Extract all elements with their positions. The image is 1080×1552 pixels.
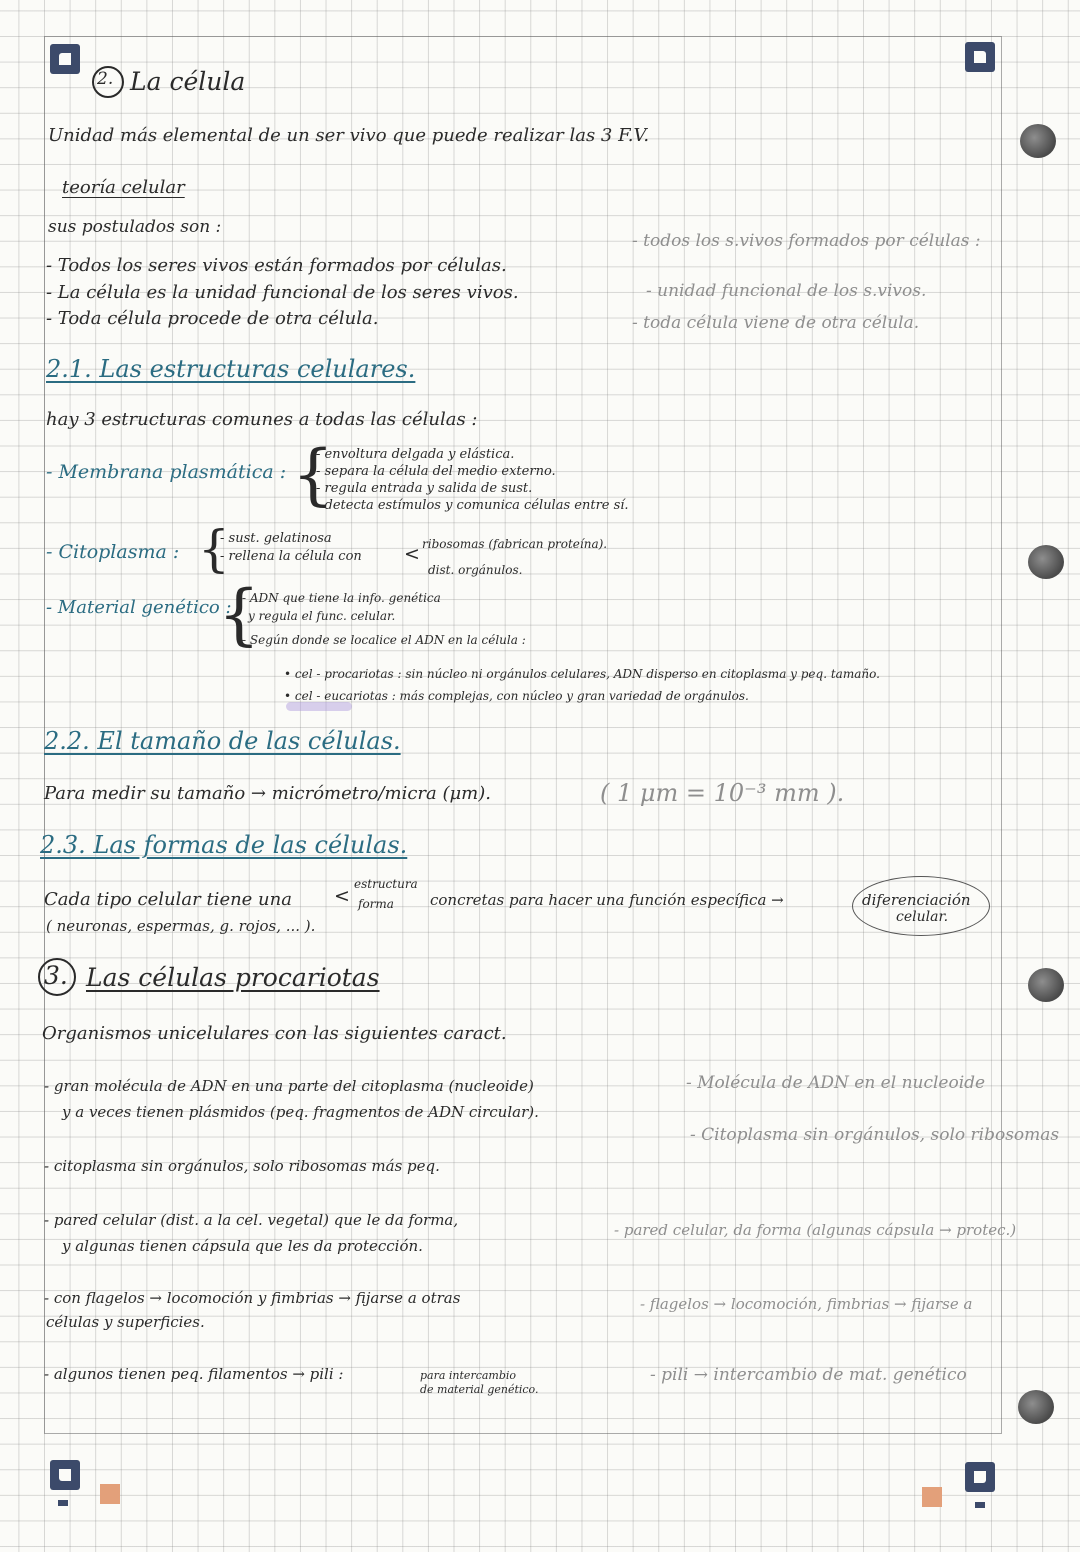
prok-item-5: - algunos tienen peq. filamentos → pili :: [44, 1365, 344, 1383]
shapes-text-a: Cada tipo celular tiene una: [44, 889, 292, 910]
prokaryote-intro: Organismos unicelulares con las siguientes caract.: [42, 1023, 507, 1044]
membrane-item-2: - separa la célula del medio externo.: [316, 464, 556, 479]
heading-2-3: 2.3. Las formas de las células.: [40, 831, 408, 859]
cytoplasm-item-2: - rellena la célula con: [220, 549, 362, 564]
label-membrane: - Membrana plasmática :: [46, 461, 287, 483]
brace-structure: estructura: [354, 877, 418, 891]
brace-genetic: {: [218, 576, 260, 653]
shapes-text-b: concretas para hacer una función específica →: [430, 891, 784, 909]
orange-tab-left: [100, 1484, 120, 1504]
cytoplasm-sub-2: dist. orgánulos.: [428, 563, 523, 577]
binder-hole-3: [1028, 968, 1064, 1002]
orange-tab-right: [922, 1487, 942, 1507]
less-than-bracket: <: [404, 543, 420, 565]
binder-hole-1: [1020, 124, 1056, 158]
section-3-title: Las células procariotas: [86, 963, 380, 992]
differentiation-line-2: celular.: [896, 909, 949, 925]
genetic-item-1: - ADN que tiene la info. genética: [242, 591, 441, 605]
prok-item-1a: - gran molécula de ADN en una parte del citoplasma (nucleoide): [44, 1077, 534, 1095]
margin-note-1: - todos los s.vivos formados por células :: [632, 231, 981, 251]
eukaryote-type: • cel - eucariotas : más complejas, con núcleo y gran variedad de orgánulos.: [284, 689, 749, 703]
prok-margin-5: - pili → intercambio de mat. genético: [650, 1365, 967, 1385]
prok-item-3a: - pared celular (dist. a la cel. vegetal) que le da forma,: [44, 1211, 459, 1229]
postulate-3: - Toda célula procede de otra célula.: [46, 308, 379, 329]
genetic-item-3: - Según donde se localice el ADN en la célula :: [242, 633, 526, 647]
genetic-item-2: y regula el func. celular.: [248, 609, 396, 623]
corner-marker-top-left: [50, 44, 80, 74]
corner-tick-bottom-left: [58, 1500, 68, 1506]
corner-marker-bottom-right: [965, 1462, 995, 1492]
membrane-item-4: - detecta estímulos y comunica células entre sí.: [316, 498, 629, 513]
prok-margin-2: - Citoplasma sin orgánulos, solo ribosomas: [690, 1125, 1060, 1145]
prok-margin-4: - flagelos → locomoción, fimbrias → fijarse a: [640, 1295, 973, 1313]
label-genetic-material: - Material genético :: [46, 597, 232, 618]
differentiation-line-1: diferenciación: [862, 891, 971, 909]
prokaryote-type: • cel - procariotas : sin núcleo ni orgánulos celulares, ADN disperso en citoplasma y peq. tamaño.: [284, 667, 880, 681]
margin-note-3: - toda célula viene de otra célula.: [632, 313, 920, 333]
pili-note-2: de material genético.: [420, 1383, 539, 1396]
brace-cytoplasm: {: [198, 520, 230, 578]
micrometer-formula: ( 1 μm = 10⁻³ mm ).: [600, 779, 845, 807]
corner-tick-bottom-right: [975, 1502, 985, 1508]
prok-margin-3: - pared celular, da forma (algunas cápsula → protec.): [614, 1221, 1017, 1239]
corner-marker-top-right: [965, 42, 995, 72]
section-3-number: 3.: [44, 961, 68, 990]
pili-note-1: para intercambio: [420, 1369, 517, 1382]
corner-marker-bottom-left: [50, 1460, 80, 1490]
cytoplasm-sub-1: ribosomas (fabrican proteína).: [422, 537, 608, 551]
postulate-2: - La célula es la unidad funcional de los seres vivos.: [46, 282, 519, 303]
prok-item-2: - citoplasma sin orgánulos, solo ribosomas más peq.: [44, 1157, 440, 1175]
prok-margin-1: - Molécula de ADN en el nucleoide: [686, 1073, 986, 1093]
membrane-item-1: - envoltura delgada y elástica.: [316, 447, 515, 462]
shapes-bracket: <: [334, 885, 350, 907]
prok-item-4a: - con flagelos → locomoción y fimbrias → fijarse a otras: [44, 1289, 461, 1307]
heading-2-2: 2.2. El tamaño de las células.: [44, 727, 401, 755]
heading-2-1: 2.1. Las estructuras celulares.: [46, 355, 416, 383]
postulates-intro: sus postulados son :: [48, 217, 222, 237]
cell-definition: Unidad más elemental de un ser vivo que puede realizar las 3 F.V.: [48, 125, 650, 146]
label-cytoplasm: - Citoplasma :: [46, 541, 180, 563]
size-measure-text: Para medir su tamaño → micrómetro/micra (μm).: [44, 783, 491, 804]
brace-shape: forma: [358, 897, 394, 911]
membrane-item-3: - regula entrada y salida de sust.: [316, 481, 533, 496]
structures-intro: hay 3 estructuras comunes a todas las células :: [46, 409, 478, 430]
section-title: La célula: [130, 67, 246, 96]
subheading-cell-theory: teoría celular: [62, 177, 185, 198]
prok-item-4b: células y superficies.: [46, 1313, 205, 1331]
postulate-1: - Todos los seres vivos están formados por células.: [46, 255, 507, 276]
prok-item-3b: y algunas tienen cápsula que les da protección.: [62, 1237, 423, 1255]
margin-note-2: - unidad funcional de los s.vivos.: [646, 281, 927, 301]
cytoplasm-item-1: - sust. gelatinosa: [220, 531, 332, 546]
brace-membrane: {: [292, 436, 334, 513]
binder-hole-4: [1018, 1390, 1054, 1424]
highlight-eukaryotes: [286, 702, 352, 711]
binder-hole-2: [1028, 545, 1064, 579]
prok-item-1b: y a veces tienen plásmidos (peq. fragmentos de ADN circular).: [62, 1103, 539, 1121]
cell-examples: ( neuronas, espermas, g. rojos, ... ).: [46, 917, 316, 935]
section-number: 2.: [97, 69, 114, 89]
